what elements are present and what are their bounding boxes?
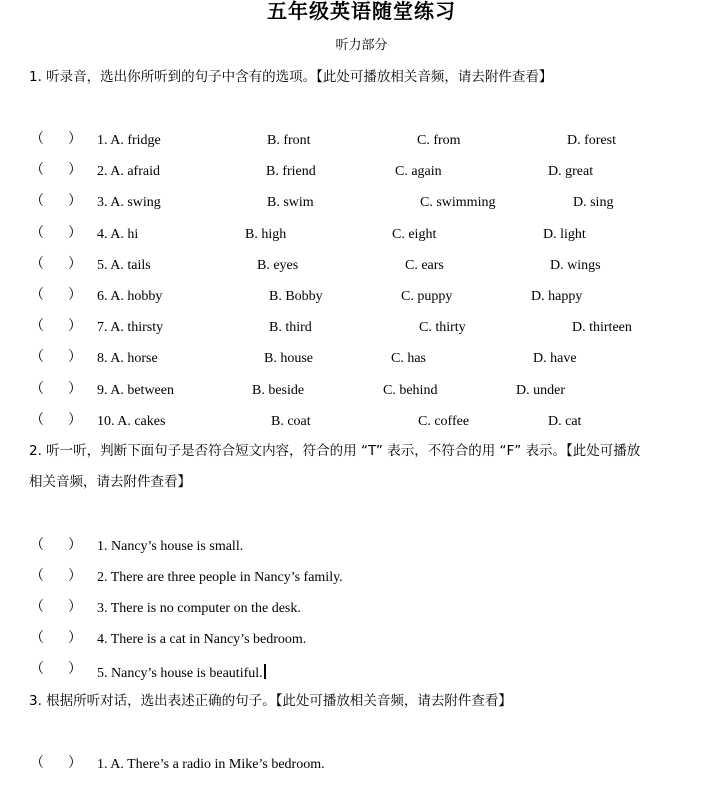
section3-heading: 3. 根据所听对话，选出表述正确的句子。【此处可播放相关音频，请去附件查看】: [29, 693, 512, 709]
answer-paren-open: （: [30, 413, 44, 428]
option-c: C. has: [391, 351, 426, 366]
answer-paren-open: （: [30, 226, 44, 241]
option-b: B. beside: [252, 383, 305, 398]
option-c: C. eight: [392, 227, 437, 242]
statement-text: 5. Nancy’s house is beautiful.: [97, 666, 263, 681]
answer-paren-open: （: [30, 163, 44, 178]
answer-paren-close: ）: [68, 413, 82, 428]
answer-paren-close: ）: [68, 163, 82, 178]
option-a: 1. A. fridge: [97, 133, 161, 148]
answer-paren-close: ）: [68, 319, 82, 334]
option-d: D. have: [533, 351, 577, 366]
option-c: C. again: [395, 164, 442, 179]
section2-heading-line2: 相关音频，请去附件查看】: [29, 474, 191, 490]
answer-paren-close: ）: [68, 756, 82, 771]
option-a: 1. A. There’s a radio in Mike’s bedroom.: [97, 757, 325, 772]
answer-paren-close: ）: [68, 288, 82, 303]
answer-paren-close: ）: [68, 631, 82, 646]
option-d: D. light: [543, 227, 586, 242]
answer-paren-open: （: [30, 538, 44, 553]
option-b: B. eyes: [257, 258, 299, 273]
answer-paren-open: （: [30, 257, 44, 272]
option-a: 4. A. hi: [97, 227, 139, 242]
statement: 3. There is no computer on the desk.: [97, 601, 301, 616]
option-a: 6. A. hobby: [97, 289, 163, 304]
answer-paren-close: ）: [68, 132, 82, 147]
answer-paren-close: ）: [68, 600, 82, 615]
option-b: B. house: [264, 351, 313, 366]
answer-paren-open: （: [30, 288, 44, 303]
answer-paren-open: （: [30, 194, 44, 209]
option-c: C. swimming: [420, 195, 496, 210]
answer-paren-open: （: [30, 600, 44, 615]
option-b: B. high: [245, 227, 287, 242]
statement-with-cursor[interactable]: [97, 664, 266, 681]
statement: 2. There are three people in Nancy’s family.: [97, 570, 343, 585]
answer-paren-close: ）: [68, 382, 82, 397]
answer-paren-close: ）: [68, 226, 82, 241]
section1-heading: 1. 听录音，选出你所听到的句子中含有的选项。【此处可播放相关音频，请去附件查看】: [29, 69, 553, 85]
option-d: D. thirteen: [572, 320, 632, 335]
answer-paren-open: （: [30, 350, 44, 365]
option-b: B. swim: [267, 195, 314, 210]
option-b: B. Bobby: [269, 289, 323, 304]
option-c: C. thirty: [419, 320, 466, 335]
option-d: D. forest: [567, 133, 616, 148]
option-a: 8. A. horse: [97, 351, 158, 366]
answer-paren-open: （: [30, 756, 44, 771]
option-b: B. front: [267, 133, 311, 148]
option-c: C. behind: [383, 383, 438, 398]
option-a: 9. A. between: [97, 383, 174, 398]
option-d: D. wings: [550, 258, 601, 273]
option-c: C. from: [417, 133, 461, 148]
answer-paren-open: （: [30, 319, 44, 334]
answer-paren-open: （: [30, 569, 44, 584]
answer-paren-close: ）: [68, 194, 82, 209]
answer-paren-open: （: [30, 132, 44, 147]
option-d: D. under: [516, 383, 565, 398]
section2-heading-line1: 2. 听一听，判断下面句子是否符合短文内容，符合的用 “T” 表示，不符合的用 “F” 表示。【此处可播放: [29, 443, 641, 459]
option-a: 2. A. afraid: [97, 164, 160, 179]
answer-paren-close: ）: [68, 350, 82, 365]
option-b: B. friend: [266, 164, 316, 179]
option-a: 5. A. tails: [97, 258, 151, 273]
text-cursor: [264, 664, 266, 679]
page-title: 五年级英语随堂练习: [267, 0, 456, 23]
answer-paren-open: （: [30, 382, 44, 397]
option-c: C. coffee: [418, 414, 470, 429]
answer-paren-close: ）: [68, 569, 82, 584]
option-c: C. puppy: [401, 289, 453, 304]
option-b: B. coat: [271, 414, 311, 429]
option-d: D. sing: [573, 195, 614, 210]
answer-paren-open: （: [30, 662, 44, 677]
option-d: D. great: [548, 164, 594, 179]
answer-paren-close: ）: [68, 257, 82, 272]
page-subtitle: 听力部分: [335, 38, 388, 53]
statement: 4. There is a cat in Nancy’s bedroom.: [97, 632, 307, 647]
answer-paren-close: ）: [68, 662, 82, 677]
option-d: D. cat: [548, 414, 582, 429]
option-a: 10. A. cakes: [97, 414, 166, 429]
statement: 1. Nancy’s house is small.: [97, 539, 244, 554]
option-a: 3. A. swing: [97, 195, 161, 210]
answer-paren-open: （: [30, 631, 44, 646]
option-a: 7. A. thirsty: [97, 320, 164, 335]
option-c: C. ears: [405, 258, 444, 273]
option-b: B. third: [269, 320, 312, 335]
answer-paren-close: ）: [68, 538, 82, 553]
option-d: D. happy: [531, 289, 583, 304]
